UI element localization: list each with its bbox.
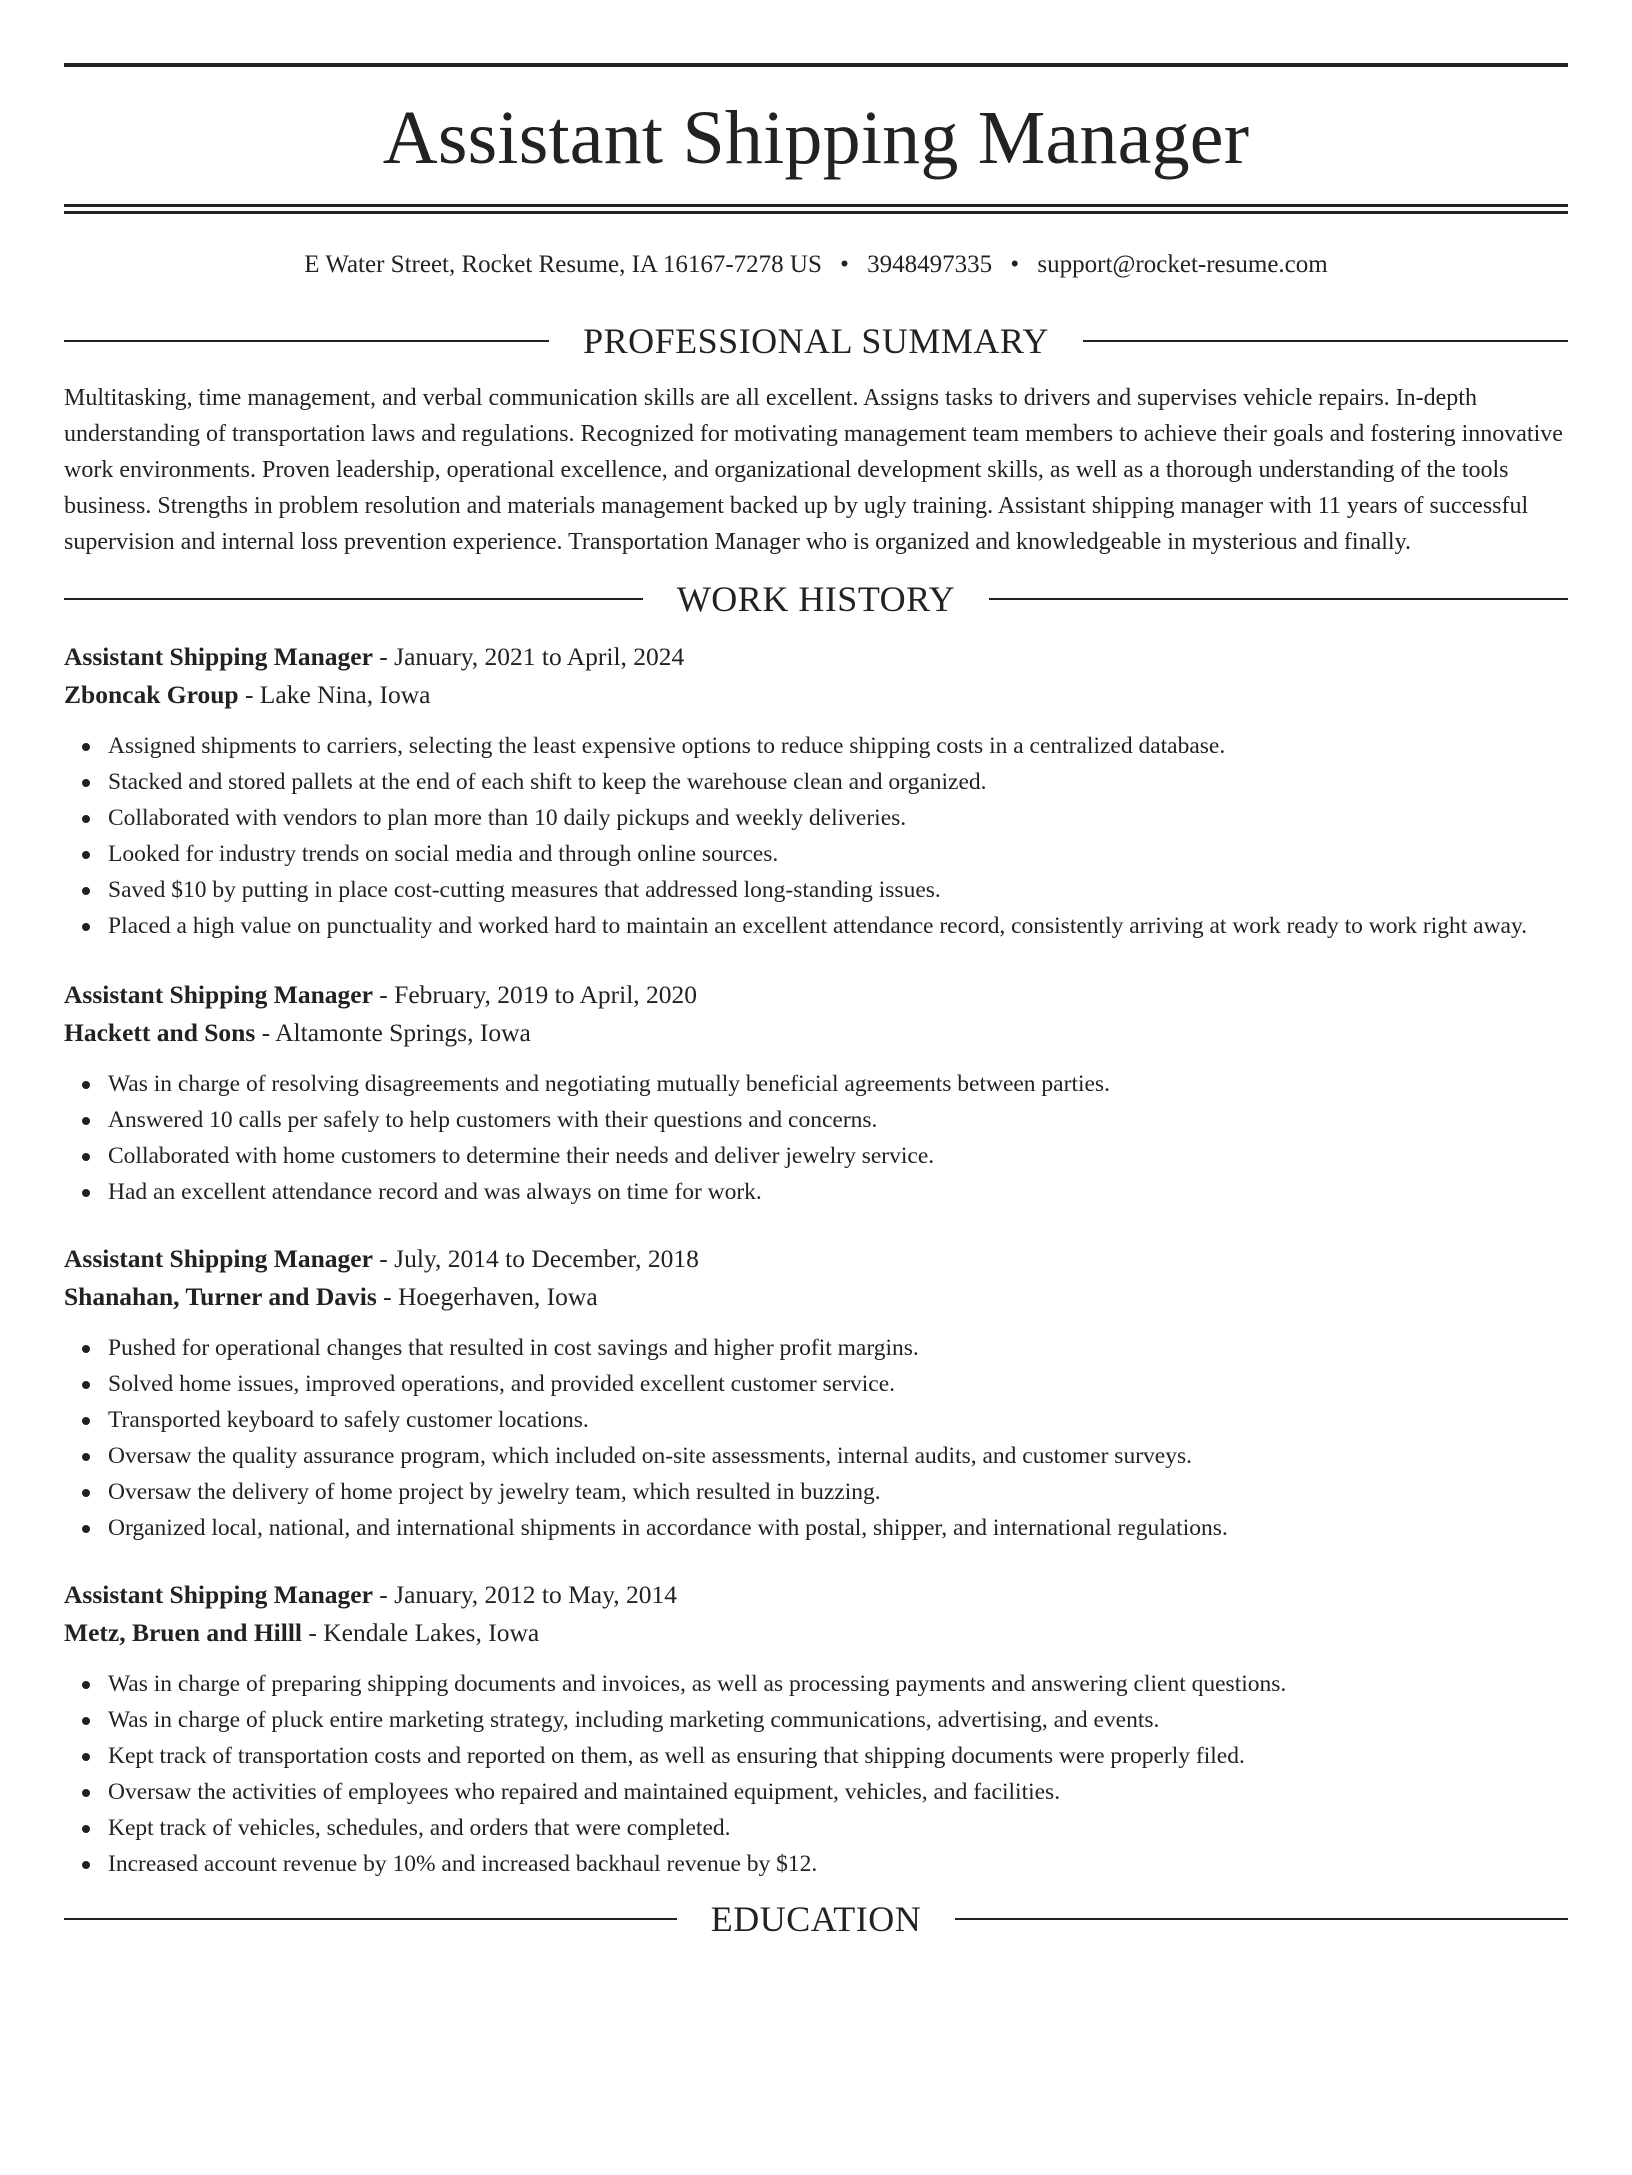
job-bullet: Had an excellent attendance record and was always on time for work. bbox=[108, 1174, 1568, 1210]
job-dates: - February, 2019 to April, 2020 bbox=[372, 980, 698, 1009]
job-company: Zboncak Group bbox=[64, 680, 239, 709]
job-title-line bbox=[64, 1576, 1568, 1614]
job-bullet: Kept track of vehicles, schedules, and orders that were completed. bbox=[108, 1810, 1568, 1846]
section-title: EDUCATION bbox=[710, 1899, 922, 1939]
job-bullet: Organized local, national, and international shipments in accordance with postal, shipper, and international regulations. bbox=[108, 1510, 1568, 1546]
section-rule-right bbox=[989, 598, 1568, 600]
job-entry bbox=[64, 1240, 1568, 1546]
job-title: Assistant Shipping Manager bbox=[64, 1580, 373, 1609]
job-dates: - January, 2012 to May, 2014 bbox=[372, 1580, 677, 1609]
section-rule-left bbox=[64, 1918, 677, 1920]
job-location: - Lake Nina, Iowa bbox=[238, 680, 431, 709]
resume-page bbox=[0, 63, 1632, 2175]
job-bullet: Was in charge of resolving disagreements and negotiating mutually beneficial agreements between parties. bbox=[108, 1066, 1568, 1102]
section-rule-left bbox=[64, 598, 643, 600]
job-bullet: Oversaw the delivery of home project by jewelry team, which resulted in buzzing. bbox=[108, 1474, 1568, 1510]
contact-phone: 3948497335 bbox=[867, 251, 993, 278]
resume-title: Assistant Shipping Manager bbox=[382, 96, 1250, 180]
job-bullet: Solved home issues, improved operations, and provided excellent customer service. bbox=[108, 1366, 1568, 1402]
section-header-work bbox=[64, 578, 1568, 620]
job-company: Shanahan, Turner and Davis bbox=[64, 1282, 377, 1311]
job-bullet: Looked for industry trends on social media and through online sources. bbox=[108, 836, 1568, 872]
job-bullets bbox=[64, 1066, 1568, 1210]
job-bullet: Oversaw the activities of employees who repaired and maintained equipment, vehicles, and facilities. bbox=[108, 1774, 1568, 1810]
job-title-line bbox=[64, 976, 1568, 1014]
job-company-line bbox=[64, 1014, 1568, 1052]
job-bullet: Kept track of transportation costs and reported on them, as well as ensuring that shipping documents were properly filed. bbox=[108, 1738, 1568, 1774]
job-company: Hackett and Sons bbox=[64, 1018, 256, 1047]
job-bullet: Collaborated with vendors to plan more than 10 daily pickups and weekly deliveries. bbox=[108, 800, 1568, 836]
job-entry bbox=[64, 638, 1568, 944]
job-entry bbox=[64, 1576, 1568, 1882]
job-company-line bbox=[64, 676, 1568, 714]
job-title: Assistant Shipping Manager bbox=[64, 1244, 373, 1273]
section-title: WORK HISTORY bbox=[676, 579, 956, 619]
section-rule-right bbox=[1083, 340, 1568, 342]
job-bullet: Stacked and stored pallets at the end of each shift to keep the warehouse clean and organized. bbox=[108, 764, 1568, 800]
job-dates: - January, 2021 to April, 2024 bbox=[372, 642, 685, 671]
job-dates: - July, 2014 to December, 2018 bbox=[372, 1244, 699, 1273]
job-location: - Kendale Lakes, Iowa bbox=[302, 1618, 540, 1647]
job-bullets bbox=[64, 1666, 1568, 1882]
job-location: - Altamonte Springs, Iowa bbox=[255, 1018, 531, 1047]
section-rule-left bbox=[64, 340, 549, 342]
job-bullet: Pushed for operational changes that resulted in cost savings and higher profit margins. bbox=[108, 1330, 1568, 1366]
contact-separator: • bbox=[1010, 251, 1020, 278]
job-bullet: Answered 10 calls per safely to help customers with their questions and concerns. bbox=[108, 1102, 1568, 1138]
top-rule bbox=[64, 63, 1568, 67]
job-bullet: Was in charge of pluck entire marketing strategy, including marketing communications, advertising, and events. bbox=[108, 1702, 1568, 1738]
job-bullet: Was in charge of preparing shipping documents and invoices, as well as processing payments and answering client questions. bbox=[108, 1666, 1568, 1702]
job-bullet: Assigned shipments to carriers, selecting the least expensive options to reduce shipping costs in a centralized database. bbox=[108, 728, 1568, 764]
summary-text: Multitasking, time management, and verbal communication skills are all excellent. Assigns tasks to drivers and supervises vehicle repairs. In-depth understanding of transportation laws and regulations. Recognized for motivating management team members to achieve their goals and fostering innovative work environments. Proven leadership, operational excellence, and organizational development skills, as well as a thorough understanding of the tools business. Strengths in problem resolution and materials management backed up by ugly training. Assistant shipping manager with 11 years of successful supervision and internal loss prevention experience. Transportation Manager who is organized and knowledgeable in mysterious and finally. bbox=[64, 385, 1563, 555]
job-bullet: Oversaw the quality assurance program, which included on-site assessments, internal audits, and customer surveys. bbox=[108, 1438, 1568, 1474]
contact-address: E Water Street, Rocket Resume, IA 16167-7278 US bbox=[304, 251, 822, 278]
contact-separator: • bbox=[840, 251, 849, 278]
job-company-line bbox=[64, 1278, 1568, 1316]
job-bullets bbox=[64, 1330, 1568, 1546]
job-bullets bbox=[64, 728, 1568, 944]
section-title: PROFESSIONAL SUMMARY bbox=[583, 321, 1049, 361]
job-bullet: Saved $10 by putting in place cost-cutting measures that addressed long-standing issues. bbox=[108, 872, 1568, 908]
contact-email: support@rocket-resume.com bbox=[1037, 251, 1328, 278]
job-bullet: Transported keyboard to safely customer locations. bbox=[108, 1402, 1568, 1438]
job-bullet: Increased account revenue by 10% and increased backhaul revenue by $12. bbox=[108, 1846, 1568, 1882]
job-title-line bbox=[64, 1240, 1568, 1278]
job-company-line bbox=[64, 1614, 1568, 1652]
job-location: - Hoegerhaven, Iowa bbox=[376, 1282, 598, 1311]
job-entry bbox=[64, 976, 1568, 1210]
title-double-rule bbox=[64, 204, 1568, 214]
section-header-summary bbox=[64, 320, 1568, 362]
contact-line bbox=[64, 250, 1568, 280]
job-title: Assistant Shipping Manager bbox=[64, 980, 373, 1009]
job-company: Metz, Bruen and Hilll bbox=[64, 1618, 302, 1647]
job-bullet: Collaborated with home customers to determine their needs and deliver jewelry service. bbox=[108, 1138, 1568, 1174]
job-bullet: Placed a high value on punctuality and worked hard to maintain an excellent attendance record, consistently arriving at work ready to work right away. bbox=[108, 908, 1568, 944]
job-title-line bbox=[64, 638, 1568, 676]
job-title: Assistant Shipping Manager bbox=[64, 642, 373, 671]
section-rule-right bbox=[955, 1918, 1568, 1920]
section-header-education bbox=[64, 1898, 1568, 1940]
